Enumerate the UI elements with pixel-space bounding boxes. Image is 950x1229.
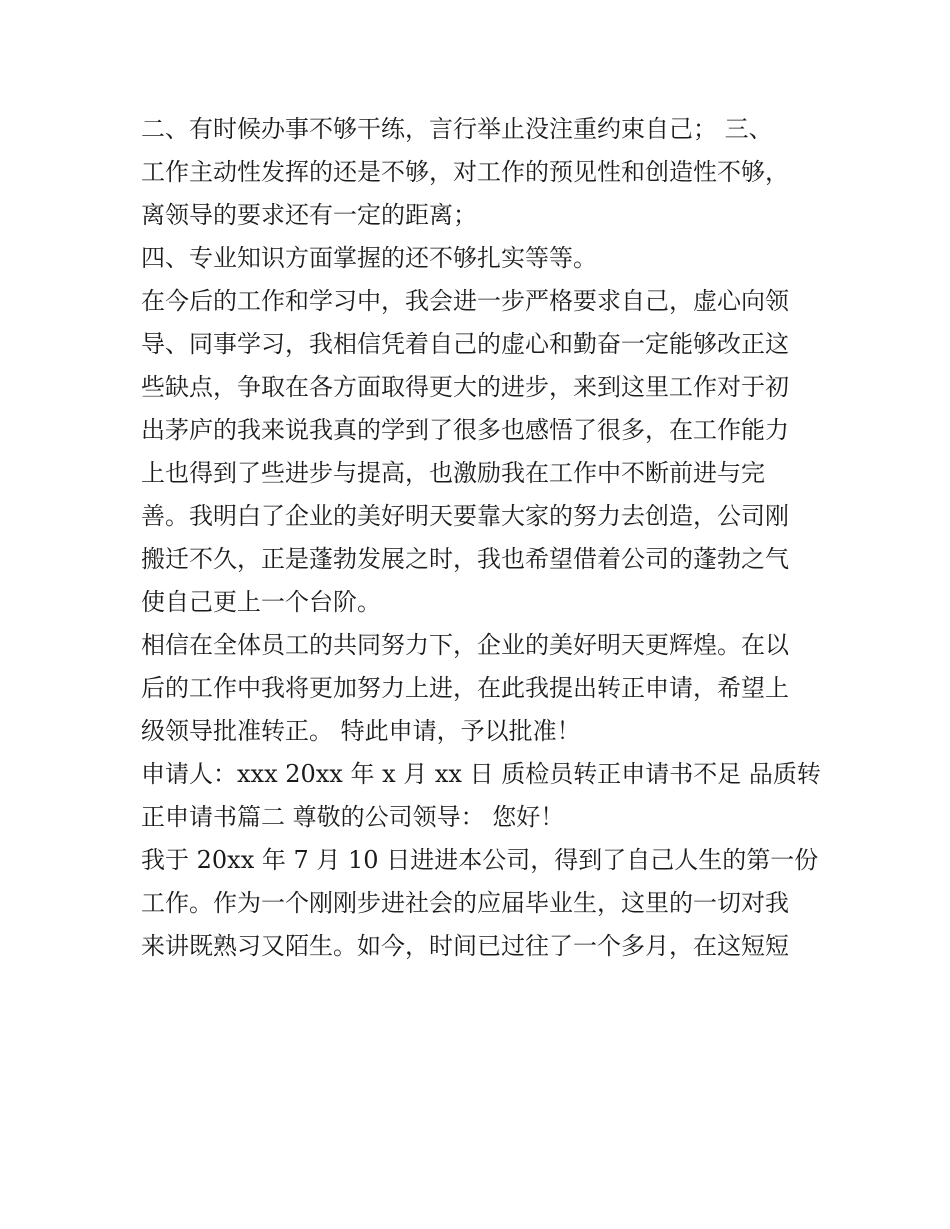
text-line: 上也得到了些进步与提高，也激励我在工作中不断前进与完: [141, 459, 765, 487]
text-line: 使自己更上一个台阶。: [141, 588, 381, 616]
text-line: 来讲既熟习又陌生。如今，时间已过往了一个多月，在这短短: [141, 932, 789, 960]
text-line: 在今后的工作和学习中，我会进一步严格要求自己，虚心向领: [141, 287, 789, 315]
text-line: 些缺点，争取在各方面取得更大的进步，来到这里工作对于初: [141, 373, 789, 401]
text-line: 四、专业知识方面掌握的还不够扎实等等。: [141, 244, 597, 272]
text-line: 我于 20xx 年 7 月 10 日进进本公司，得到了自己人生的第一份: [141, 846, 819, 874]
text-line: 二、有时候办事不够干练，言行举止没注重约束自己； 三、: [141, 115, 773, 143]
text-line: 相信在全体员工的共同努力下，企业的美好明天更辉煌。在以: [141, 631, 789, 659]
text-line: 工作主动性发挥的还是不够，对工作的预见性和创造性不够，: [141, 158, 789, 186]
text-line: 正申请书篇二 尊敬的公司领导： 您好！: [141, 803, 565, 831]
text-line: 搬迁不久，正是蓬勃发展之时，我也希望借着公司的蓬勃之气: [141, 545, 789, 573]
text-line: 申请人：xxx 20xx 年 x 月 xx 日 质检员转正申请书不足 品质转: [141, 760, 821, 788]
text-line: 善。我明白了企业的美好明天要靠大家的努力去创造，公司刚: [141, 502, 789, 530]
text-line: 工作。作为一个刚刚步进社会的应届毕业生，这里的一切对我: [141, 889, 789, 917]
text-line: 离领导的要求还有一定的距离；: [141, 201, 477, 229]
text-line: 级领导批准转正。 特此申请，予以批准！: [141, 717, 581, 745]
text-line: 后的工作中我将更加努力上进，在此我提出转正申请，希望上: [141, 674, 789, 702]
text-line: 出茅庐的我来说我真的学到了很多也感悟了很多，在工作能力: [141, 416, 789, 444]
document-body: [141, 108, 821, 968]
text-line: 导、同事学习，我相信凭着自己的虚心和勤奋一定能够改正这: [141, 330, 789, 358]
